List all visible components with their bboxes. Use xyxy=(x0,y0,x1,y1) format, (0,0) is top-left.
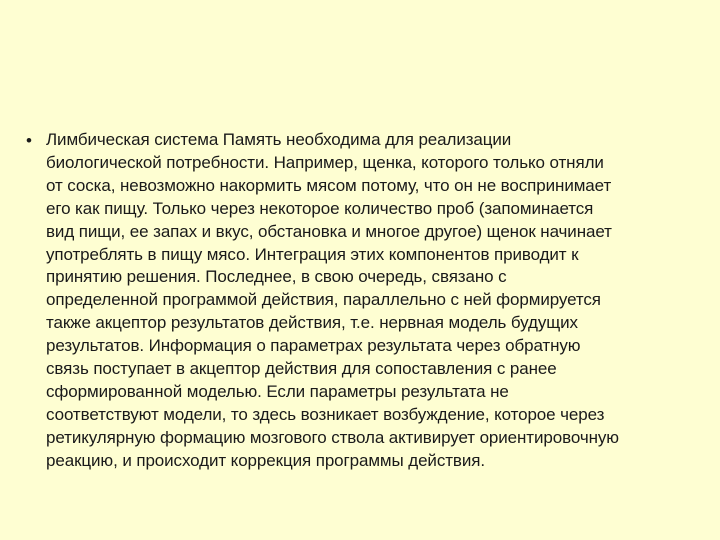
paragraph-line: сформированной моделью. Если параметры результата не xyxy=(46,381,509,401)
paragraph-line: принятию решения. Последнее, в свою очередь, связано с xyxy=(46,267,507,287)
paragraph-line: его как пищу. Только через некоторое количество проб (запоминается xyxy=(46,198,594,218)
paragraph-line: ретикулярную формацию мозгового ствола активирует ориентировочную xyxy=(46,427,619,447)
paragraph-line: от соска, невозможно накормить мясом потому, что он не воспринимает xyxy=(46,175,612,195)
paragraph-line: Лимбическая система Память необходима для реализации xyxy=(46,130,512,149)
bullet-dot-icon: • xyxy=(26,131,32,150)
paragraph-line: результатов. Информация о параметрах результата через обратную xyxy=(46,336,581,356)
paragraph-line: употреблять в пищу мясо. Интеграция этих компонентов приводит к xyxy=(46,244,579,264)
paragraph-line: вид пищи, ее запах и вкус, обстановка и многое другое) щенок начинает xyxy=(46,221,612,241)
paragraph-line: соответствуют модели, то здесь возникает возбуждение, которое через xyxy=(46,404,605,424)
paragraph-line: биологической потребности. Например, щенка, которого только отняли xyxy=(46,152,604,172)
paragraph-line: связь поступает в акцептор действия для сопоставления с ранее xyxy=(46,359,557,379)
paragraph-line: определенной программой действия, параллельно с ней формируется xyxy=(46,290,601,310)
paragraph-line: реакцию, и происходит коррекция программы действия. xyxy=(46,450,485,470)
bullet-paragraph xyxy=(46,129,706,473)
paragraph-line: также акцептор результатов действия, т.е. нервная модель будущих xyxy=(46,313,578,333)
